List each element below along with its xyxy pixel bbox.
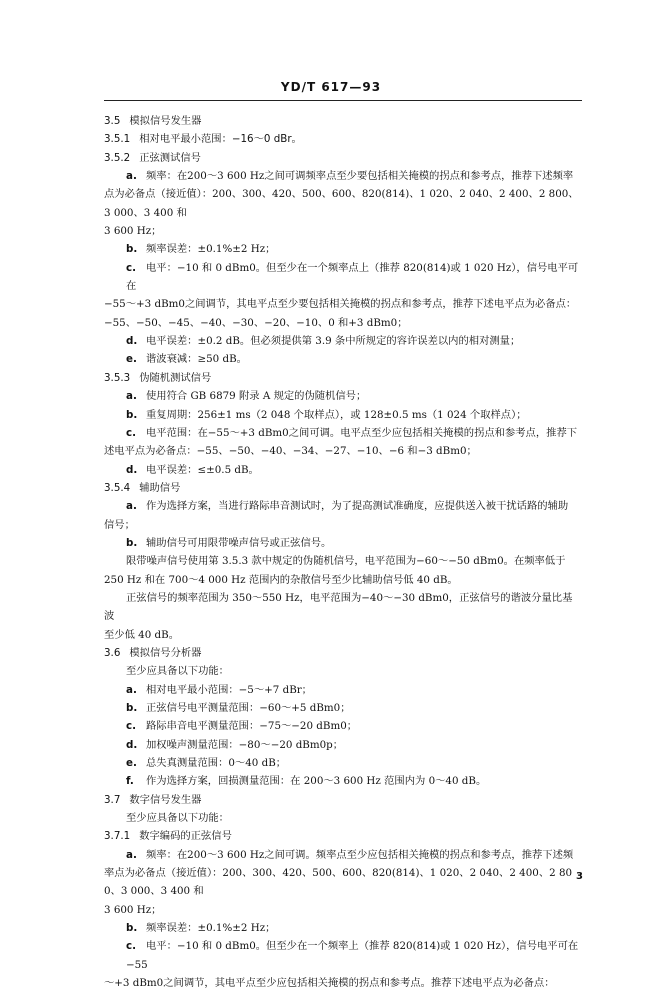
list-item	[104, 754, 582, 772]
list-item-text: 路际串音电平测量范围：−75～−20 dBm0；	[146, 720, 358, 733]
list-marker: b.	[126, 243, 138, 256]
section-title: 相对电平最小范围：−16～0 dBr。	[139, 133, 302, 146]
list-marker: b.	[126, 536, 138, 549]
page-number: 3	[576, 871, 583, 882]
list-marker: a.	[126, 683, 137, 696]
header-rule	[104, 100, 582, 101]
list-marker: a.	[126, 390, 137, 403]
list-item-text: 谐波衰减：≥50 dB。	[146, 353, 247, 366]
section-number: 3.6	[104, 646, 121, 659]
section-number: 3.5.3	[104, 371, 131, 384]
list-marker: a.	[126, 170, 137, 183]
paragraph-line: 至少应具备以下功能：	[126, 812, 229, 825]
list-item-text: 电平误差：±0.2 dB。但必须提供第 3.9 条中所规定的容许误差以内的相对测量；	[146, 335, 521, 348]
list-marker: c.	[126, 261, 137, 274]
list-item	[104, 772, 582, 790]
list-marker: c.	[126, 720, 137, 733]
list-item-text: 频率误差：±0.1%±2 Hz；	[146, 243, 276, 256]
list-item	[104, 350, 582, 368]
list-item-text: 电平范围：在−55～+3 dBm0之间可调。电平点至少应包括相关掩模的拐点和参考点，推荐下	[146, 426, 578, 439]
section-heading	[104, 791, 582, 809]
list-marker: f.	[126, 775, 134, 788]
continuation-line: 述电平点为必备点：−55、−50、−40、−34、−27、−10、−6 和−3 dBm0；	[104, 445, 477, 458]
list-marker: b.	[126, 702, 138, 714]
section-heading	[104, 827, 582, 845]
list-item	[104, 717, 582, 735]
list-item	[104, 846, 582, 864]
list-item-text: 频率：在200～3 600 Hz之间可调频率点至少要包括相关掩模的拐点和参考点，推荐下述频率	[146, 170, 574, 183]
continuation-line: 至少低 40 dB。	[104, 628, 179, 641]
section-number: 3.5	[104, 115, 121, 127]
paragraph-line: 限带噪声信号使用第 3.5.3 款中规定的伪随机信号，电平范围为−60～−50 dBm0。在频率低于	[126, 555, 566, 568]
list-marker: d.	[126, 463, 138, 476]
list-marker: e.	[126, 757, 137, 770]
list-item-text: 作为选择方案，当进行路际串音测试时，为了提高测试准确度，应提供送入被干扰话路的辅助	[146, 500, 569, 513]
continuation-line: −55～+3 dBm0之间调节，其电平点至少要包括相关掩模的拐点和参考点，推荐下述电平点为必备点：	[104, 298, 577, 311]
section-heading	[104, 112, 582, 130]
list-item	[104, 681, 582, 699]
list-item	[104, 259, 582, 296]
list-item	[104, 919, 582, 937]
continuation-line: −55、−50、−45、−40、−30、−20、−10、0 和+3 dBm0；	[104, 316, 408, 329]
section-title: 数字编码的正弦信号	[139, 830, 232, 843]
list-item-text: 使用符合 GB 6879 附录 A 规定的伪随机信号；	[146, 390, 367, 403]
section-number: 3.5.1	[104, 133, 131, 146]
list-item	[104, 424, 582, 442]
section-heading	[104, 130, 582, 148]
continuation-line: 率点为必备点（接近值）：200、300、420、500、600、820(814)、1 020、2 040、2 400、2 800、3 000、3 400 和	[104, 867, 573, 898]
standard-number-header: YD/T 617—93	[280, 80, 382, 94]
list-item-text: 相对电平最小范围：−5～+7 dBr；	[146, 683, 312, 696]
list-item	[104, 167, 582, 185]
section-heading	[104, 479, 582, 497]
section-number: 3.7	[104, 793, 121, 806]
continuation-line: 信号；	[104, 518, 135, 531]
list-item-text: 正弦信号电平测量范围：−60～+5 dBm0；	[146, 702, 351, 714]
list-item-text: 总失真测量范围：0～40 dB；	[146, 757, 287, 770]
list-marker: c.	[126, 426, 137, 439]
continuation-line: 250 Hz 和在 700～4 000 Hz 范围内的杂散信号至少比辅助信号低 40 dB。	[104, 573, 458, 586]
section-title: 辅助信号	[139, 481, 181, 494]
list-marker: b.	[126, 408, 138, 421]
list-item-text: 电平误差：≤±0.5 dB。	[146, 463, 259, 476]
list-marker: c.	[126, 940, 137, 953]
continuation-line: ～+3 dBm0之间调节，其电平点至少应包括相关掩模的拐点和参考点。推荐下述电平点为必备点：	[104, 977, 555, 990]
list-marker: d.	[126, 738, 138, 751]
list-item	[104, 240, 582, 258]
continuation-line: 3 600 Hz；	[104, 225, 162, 238]
list-item-text: 重复周期：256±1 ms（2 048 个取样点），或 128±0.5 ms（1 024 个取样点）；	[146, 408, 527, 421]
section-heading	[104, 149, 582, 167]
section-number: 3.5.2	[104, 151, 131, 164]
list-item	[104, 406, 582, 424]
list-marker: d.	[126, 335, 138, 348]
section-heading	[104, 369, 582, 387]
section-title: 模拟信号分析器	[129, 646, 202, 659]
list-item	[104, 736, 582, 754]
list-item-text: 加权噪声测量范围：−80～−20 dBm0p；	[146, 738, 344, 751]
document-body	[104, 112, 582, 993]
list-marker: e.	[126, 353, 137, 366]
list-item-text: 辅助信号可用限带噪声信号或正弦信号。	[146, 536, 332, 549]
list-item	[104, 534, 582, 552]
list-item	[104, 461, 582, 479]
list-marker: b.	[126, 922, 138, 935]
section-heading	[104, 644, 582, 662]
list-item-text: 电平：−10 和 0 dBm0。但至少在一个频率点上（推荐 820(814)或 1 020 Hz），信号电平可在	[126, 261, 579, 293]
paragraph-line: 正弦信号的频率范围为 350～550 Hz，电平范围为−40～−30 dBm0，正弦信号的谐波分量比基波	[104, 591, 573, 623]
section-title: 正弦测试信号	[139, 151, 201, 164]
list-item	[104, 497, 582, 515]
list-item-text: 频率：在200～3 600 Hz之间可调。频率点至少应包括相关掩模的拐点和参考点，推荐下述频	[146, 848, 574, 861]
list-item-text: 电平：−10 和 0 dBm0。但至少在一个频率上（推荐 820(814)或 1 020 Hz），信号电平可在−55	[126, 940, 579, 971]
continuation-line: 3 600 Hz；	[104, 903, 162, 916]
list-item	[104, 332, 582, 350]
section-title: 数字信号发生器	[129, 793, 202, 806]
list-item	[104, 937, 582, 974]
list-item-text: 频率误差：±0.1%±2 Hz；	[146, 922, 276, 935]
section-number: 3.5.4	[104, 481, 131, 494]
continuation-line: 点为必备点（接近值）：200、300、420、500、600、820(814)、1 020、2 040、2 400、2 800、3 000、3 400 和	[104, 188, 579, 219]
list-item	[104, 387, 582, 405]
section-title: 伪随机测试信号	[139, 371, 212, 384]
list-item-text: 作为选择方案，回损测量范围：在 200～3 600 Hz 范围内为 0～40 dB。	[146, 775, 487, 788]
list-marker: a.	[126, 848, 137, 861]
section-number: 3.7.1	[104, 830, 131, 843]
section-title: 模拟信号发生器	[129, 115, 202, 127]
paragraph-line: 至少应具备以下功能：	[126, 665, 229, 678]
list-marker: a.	[126, 500, 137, 513]
list-item	[104, 699, 582, 717]
